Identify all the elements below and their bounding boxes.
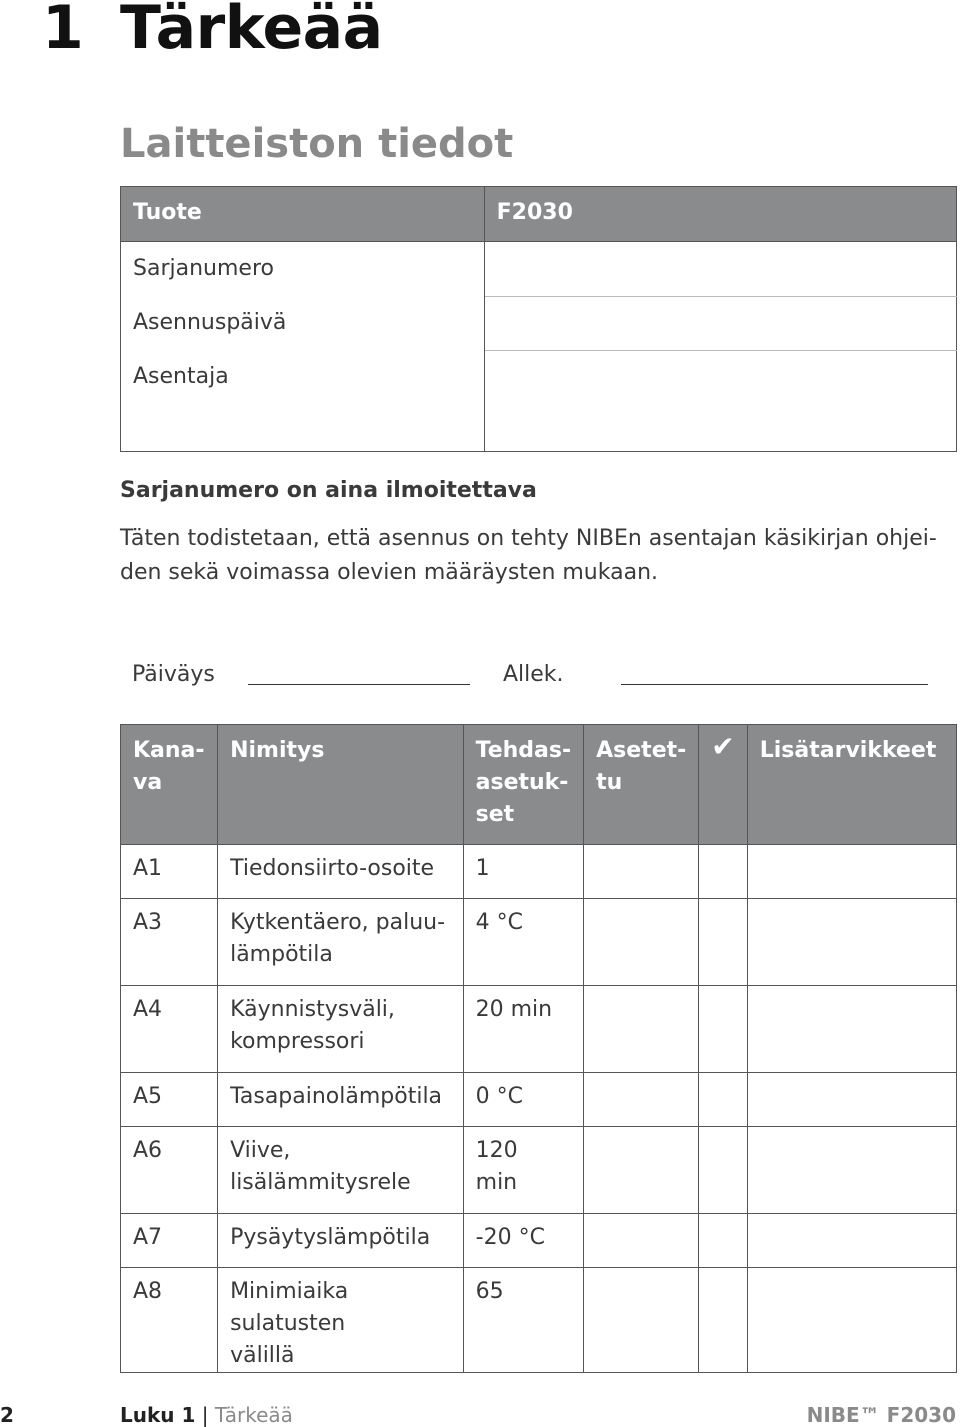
param-name: Tiedonsiirto-osoite [218, 845, 464, 899]
header-channel: Kana- va [121, 725, 218, 845]
info-value-serial[interactable] [484, 242, 956, 297]
param-row [121, 1127, 957, 1214]
chapter-number: 1 [42, 0, 84, 63]
param-row [121, 899, 957, 986]
date-line[interactable] [248, 684, 470, 685]
param-check[interactable] [699, 845, 747, 899]
param-row [121, 1214, 957, 1268]
footer-chapter-name: Tärkeää [214, 1403, 293, 1427]
info-value-install-date[interactable] [484, 296, 956, 350]
param-check[interactable] [699, 1127, 747, 1214]
header-name: Nimitys [218, 725, 464, 845]
param-check[interactable] [699, 1268, 747, 1373]
notice-heading: Sarjanumero on aina ilmoitettava [120, 478, 537, 503]
param-accessories[interactable] [747, 1214, 956, 1268]
param-set-value[interactable] [584, 899, 699, 986]
info-header-label: Tuote [121, 187, 485, 242]
param-accessories[interactable] [747, 1127, 956, 1214]
param-check[interactable] [699, 986, 747, 1073]
param-check[interactable] [699, 899, 747, 986]
notice-text [120, 522, 960, 590]
param-accessories[interactable] [747, 899, 956, 986]
param-factory-setting: 20 min [463, 986, 584, 1073]
installation-info-table [120, 186, 957, 452]
param-channel: A1 [121, 845, 218, 899]
footer-separator: | [201, 1403, 209, 1427]
param-factory-setting: 1 [463, 845, 584, 899]
chapter-title: Tärkeää [120, 0, 383, 63]
notice-text-line: Täten todistetaan, että asennus on tehty NIBEn asentajan käsikirjan ohjei- [120, 526, 937, 551]
param-set-value[interactable] [584, 1268, 699, 1373]
param-check[interactable] [699, 1214, 747, 1268]
param-set-value[interactable] [584, 1127, 699, 1214]
param-name: Käynnistysväli, kompressori [218, 986, 464, 1073]
footer-brand: NIBE™ F2030 [806, 1403, 956, 1427]
info-label-install-date: Asennuspäivä [121, 296, 485, 350]
info-header-value: F2030 [484, 187, 956, 242]
checkmark-icon: ✔ [699, 725, 747, 845]
info-label-installer: Asentaja [121, 350, 485, 451]
parameter-table [120, 724, 957, 1373]
param-accessories[interactable] [747, 986, 956, 1073]
signature-line[interactable] [621, 684, 928, 685]
param-name: Tasapainolämpötila [218, 1073, 464, 1127]
param-channel: A3 [121, 899, 218, 986]
param-row [121, 1073, 957, 1127]
param-row [121, 986, 957, 1073]
header-accessories: Lisätarvikkeet [747, 725, 956, 845]
param-check[interactable] [699, 1073, 747, 1127]
param-accessories[interactable] [747, 845, 956, 899]
date-label: Päiväys [132, 662, 215, 687]
param-set-value[interactable] [584, 1214, 699, 1268]
param-row [121, 1268, 957, 1373]
param-factory-setting: 65 [463, 1268, 584, 1373]
param-factory-setting: -20 °C [463, 1214, 584, 1268]
param-set-value[interactable] [584, 1073, 699, 1127]
param-set-value[interactable] [584, 986, 699, 1073]
param-name: Viive, lisälämmitysrele [218, 1127, 464, 1214]
signature-label: Allek. [503, 662, 564, 687]
section-title: Laitteiston tiedot [120, 121, 514, 167]
param-channel: A8 [121, 1268, 218, 1373]
header-set-value: Asetet- tu [584, 725, 699, 845]
notice-text-line: den sekä voimassa olevien määräysten mukaan. [120, 560, 659, 585]
param-channel: A7 [121, 1214, 218, 1268]
param-name: Minimiaika sulatusten välillä [218, 1268, 464, 1373]
param-name: Kytkentäero, paluu- lämpötila [218, 899, 464, 986]
info-value-installer[interactable] [484, 350, 956, 451]
param-channel: A6 [121, 1127, 218, 1214]
page-number: 2 [0, 1403, 14, 1427]
param-channel: A5 [121, 1073, 218, 1127]
param-set-value[interactable] [584, 845, 699, 899]
param-factory-setting: 4 °C [463, 899, 584, 986]
param-accessories[interactable] [747, 1268, 956, 1373]
param-channel: A4 [121, 986, 218, 1073]
param-factory-setting: 120 min [463, 1127, 584, 1214]
param-name: Pysäytyslämpötila [218, 1214, 464, 1268]
header-factory-setting: Tehdas- asetuk- set [463, 725, 584, 845]
footer-chapter-label: Luku 1 [120, 1403, 196, 1427]
param-row [121, 845, 957, 899]
info-label-serial: Sarjanumero [121, 242, 485, 297]
param-accessories[interactable] [747, 1073, 956, 1127]
param-factory-setting: 0 °C [463, 1073, 584, 1127]
